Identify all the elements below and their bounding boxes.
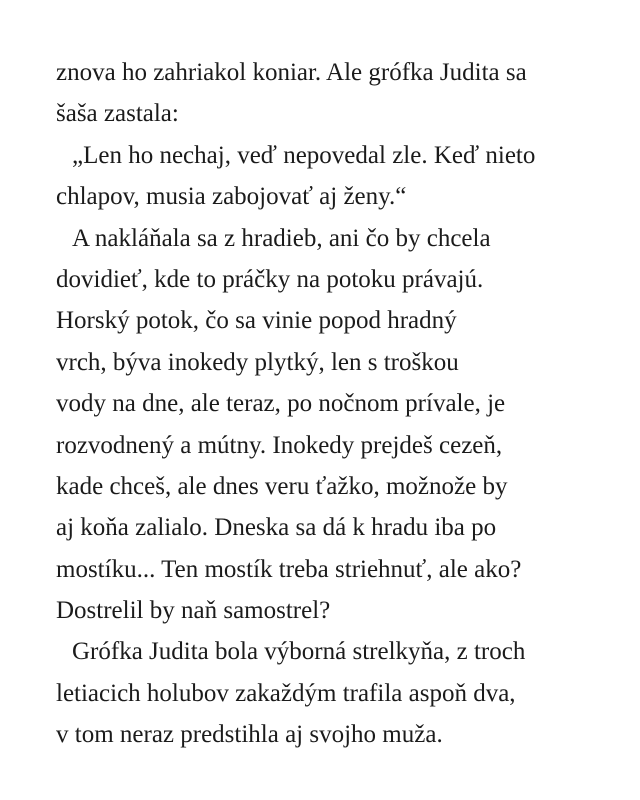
text-line: Horský potok, čo sa vinie popod hradný <box>56 307 457 335</box>
text-line: vrch, býva inokedy plytký, len s troškou <box>56 348 459 376</box>
text-line: „Len ho nechaj, veď nepovedal zle. Keď nieto <box>72 141 536 169</box>
text-line: Grófka Judita bola výborná strelkyňa, z troch <box>72 638 526 666</box>
text-line: vody na dne, ale teraz, po nočnom prívale, je <box>56 390 506 418</box>
text-line: chlapov, musia zabojovať aj ženy.“ <box>56 183 407 211</box>
text-line: kade chceš, ale dnes veru ťažko, možnože by <box>56 472 508 500</box>
text-line: mostíku... Ten mostík treba striehnuť, ale ako? <box>56 555 522 583</box>
text-line: letiacich holubov zakaždým trafila aspoň dva, <box>56 679 516 707</box>
text-line: Dostrelil by naň samostrel? <box>56 597 331 625</box>
text-line: šaša zastala: <box>56 100 179 128</box>
text-line: rozvodnený a mútny. Inokedy prejdeš cezeň, <box>56 431 503 459</box>
text-line: dovidieť, kde to práčky na potoku právajú. <box>56 265 484 293</box>
text-line: v tom neraz predstihla aj svojho muža. <box>56 721 443 749</box>
text-line: aj koňa zalialo. Dneska sa dá k hradu iba po <box>56 514 497 542</box>
text-line: znova ho zahriakol koniar. Ale grófka Judita sa <box>56 59 527 86</box>
text-line: A nakláňala sa z hradieb, ani čo by chcela <box>72 224 491 252</box>
